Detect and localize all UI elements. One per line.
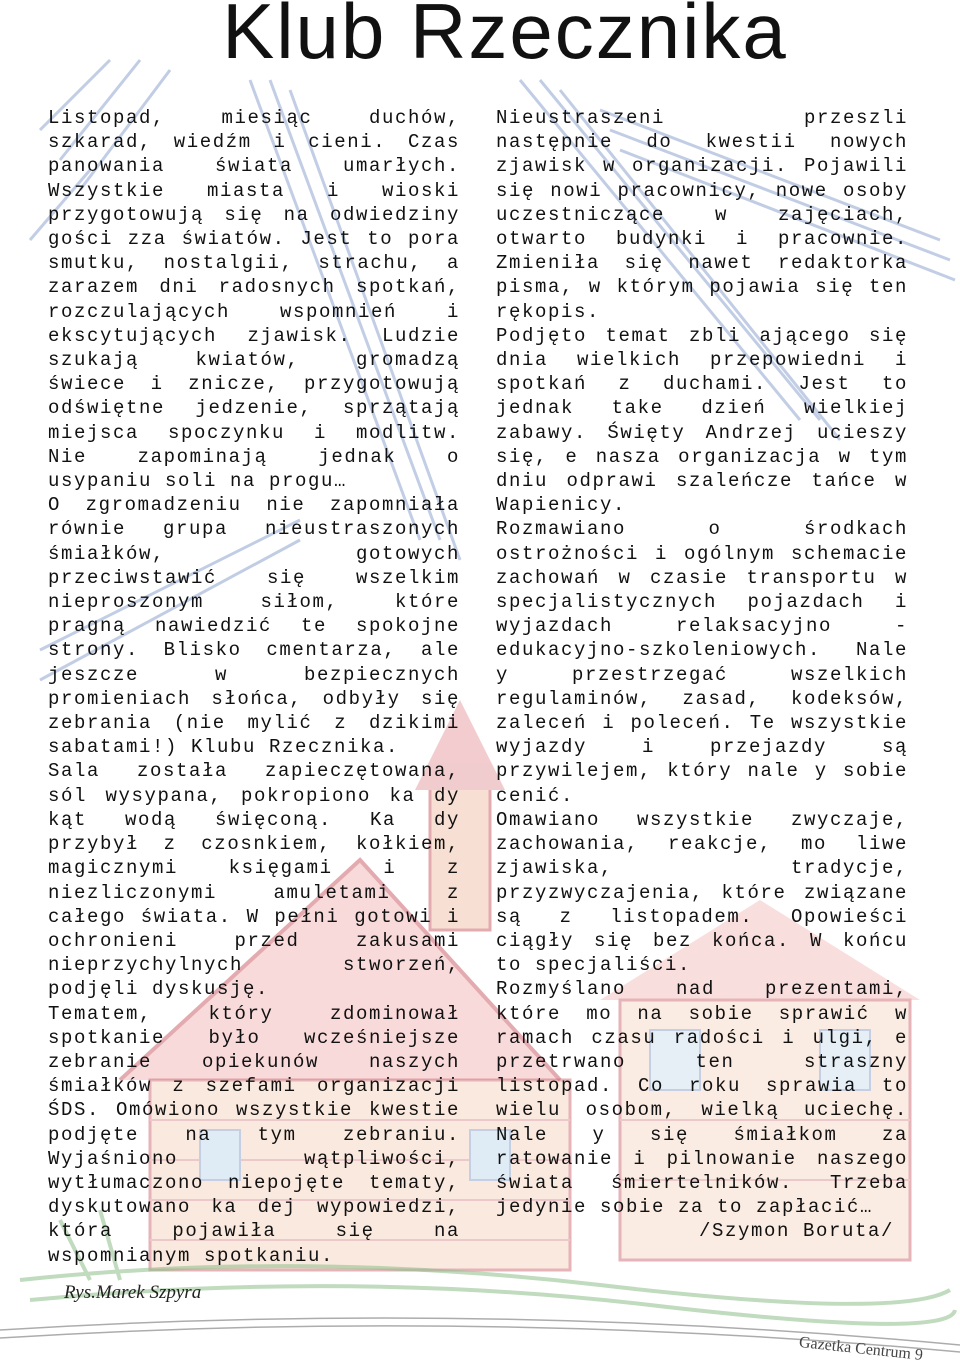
page-title: Klub Rzecznika [222, 0, 788, 75]
page-footer: Gazetka Centrum 9 [798, 1334, 924, 1364]
paragraph: Omawiano wszystkie zwyczaje, zachowania, reakcje, mo liwe zjawiska, tradycje, przyzwyczajenia, które związane są z listopadem. Opowieści ciągły się bez końca. W końcu to specjaliści. [496, 808, 908, 977]
paragraph: O zgromadzeniu nie zapomniała równie grupa nieustraszonych śmiałków, gotowych przeciwstawić się wszelkim nieproszonym siłom, które pragną nawiedzić te spokojne strony. Blisko cmentarza, ale jeszcze w bezpiecznych promieniach słońca, odbyły się zebrania (nie mylić z dzikimi sabatami!) Klubu Rzecznika. [48, 494, 460, 759]
paragraph: Nieustraszeni przeszli następnie do kwestii nowych zjawisk w organizacji. Pojawili się nowi pracownicy, nowe osoby uczestniczące w zajęciach, otwarto budynki i pracownie. Zmieniła się nawet redaktorka pisma, w którym pojawia się ten rękopis. [496, 107, 908, 323]
paragraph: Rozmawiano o środkach ostrożności i ogólnym schemacie zachowań w czasie transportu w specjalistycznych pojazdach i wyjazdach relaksacyjno - edukacyjno-szkoleniowych. Nale y przestrzegać wszelkich regulaminów, zasad, kodeksów, zaleceń i poleceń. Te wszystkie wyjazdy i przejazdy są przywilejem, który nale y sobie cenić. [496, 518, 908, 807]
paragraph: Listopad, miesiąc duchów, szkarad, wiedźm i cieni. Czas panowania świata umarłych. Wszystkie miasta i wioski przygotowują się na odwiedziny gości zza światów. Jest to pora smutku, nostalgii, strachu, a zarazem dni radosnych spotkań, rozczulających wspomnień i ekscytujących zjawisk. Ludzie szukają kwiatów, gromadzą świece i znicze, przygotowują odświętne jedzenie, sprzątają miejsca spoczynku i modlitw. Nie zapominają jednak o usypaniu soli na progu… [48, 107, 460, 493]
paragraph: Sala została zapieczętowana, sól wysypana, pokropiono ka dy kąt wodą święconą. Ka dy przybył z czosnkiem, kołkiem, magicznymi księgami i z niezliczonymi amuletami z całego świata. W pełni gotowi i ochronieni przed zakusami nieprzychylnych stworzeń, podjęli dyskusję. [48, 760, 460, 1001]
author-signature: /Szymon Boruta/ [698, 1220, 894, 1243]
paragraph: Podjęto temat zbli ającego się dnia wielkich przepowiedni i spotkań z duchami. Jest to jednak take dzień wielkiej zabawy. Święty Andrzej ucieszy się, e nasza organizacja w tym dniu odprawi szaleńcze tańce w Wapienicy. [496, 324, 908, 517]
illustration-credit: Rys.Marek Szpyra [64, 1282, 202, 1303]
left-column [48, 106, 460, 1268]
right-column [496, 106, 908, 1244]
paragraph: Tematem, który zdominował spotkanie było wcześniejsze zebranie opiekunów naszych śmiałków z szefami organizacji ŚDS. Omówiono wszystkie kwestie podjęte na tym zebraniu. Wyjaśniono wątpliwości, wytłumaczono niepojęte tematy, dyskutowano ka dej wypowiedzi, która pojawiła się na wspomnianym spotkaniu. [48, 1002, 460, 1267]
paragraph: Rozmyślano nad prezentami, które mo na sobie sprawić w ramach czasu radości i ulgi, e przetrwano ten straszny listopad. Co roku sprawia to wielu osobom, wielką uciechę. Nale y się śmiałkom za ratowanie i pilnowanie naszego świata śmiertelników. Trzeba jedynie sobie za to zapłacić… [496, 978, 908, 1219]
